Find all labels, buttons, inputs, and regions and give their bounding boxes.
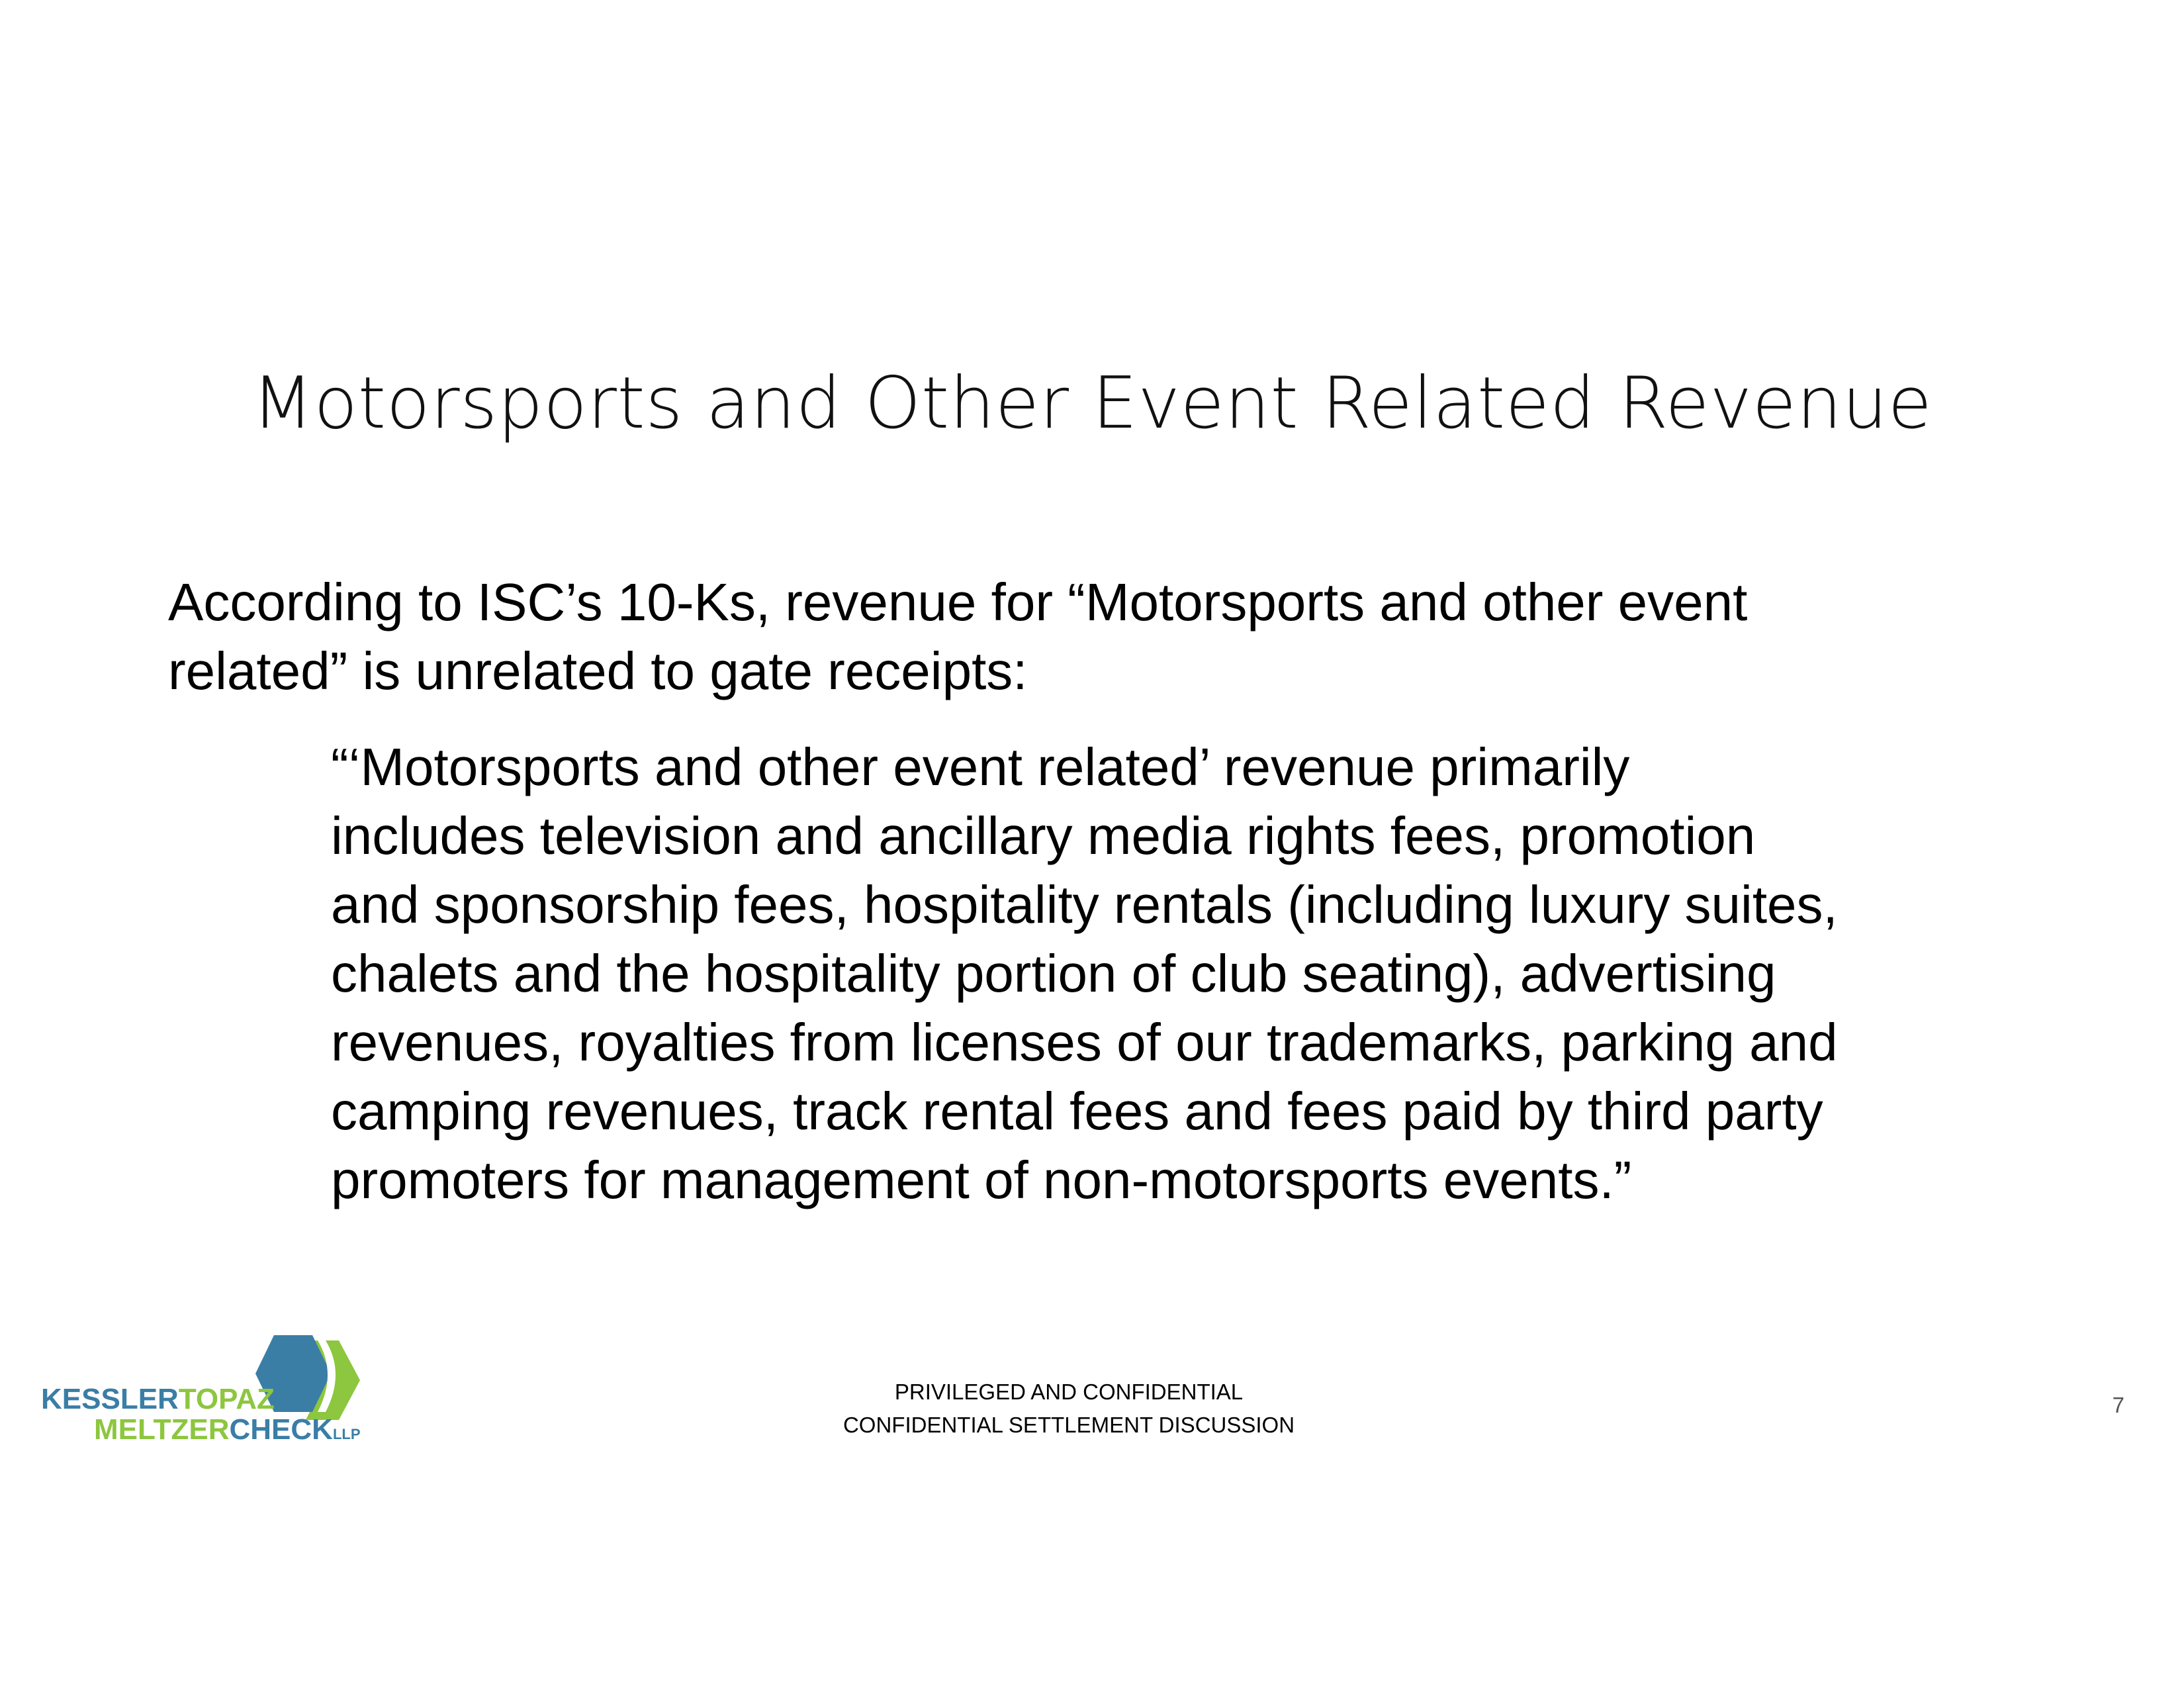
logo-line-1: KESSLERTOPAZ: [41, 1383, 275, 1415]
quote-line: chalets and the hospitality portion of club seating), advertising: [331, 944, 1776, 1003]
confidentiality-footer: [0, 1376, 2138, 1442]
quote-line: camping revenues, track rental fees and fees paid by third party: [331, 1082, 1823, 1141]
block-quote: [331, 733, 2052, 1215]
quote-line: includes television and ancillary media rights fees, promotion: [331, 806, 1756, 865]
slide-title: Motorsports and Other Event Related Revenue: [251, 362, 1933, 445]
quote-line: “‘Motorsports and other event related’ revenue primarily: [331, 737, 1630, 796]
quote-line: revenues, royalties from licenses of our trademarks, parking and: [331, 1013, 1838, 1072]
footer-line-1: PRIVILEGED AND CONFIDENTIAL: [894, 1380, 1244, 1404]
footer-line-2: CONFIDENTIAL SETTLEMENT DISCUSSION: [842, 1413, 1295, 1437]
lead-paragraph: [168, 568, 2054, 706]
lead-line: According to ISC’s 10-Ks, revenue for “Motorsports and other event: [168, 573, 1748, 632]
page-number: 7: [2112, 1393, 2124, 1417]
logo-line-2: MELTZERCHECKLLP: [94, 1413, 361, 1446]
quote-line: promoters for management of non-motorsports events.”: [331, 1150, 1632, 1209]
lead-line: related” is unrelated to gate receipts:: [168, 641, 1028, 700]
quote-line: and sponsorship fees, hospitality rentals (including luxury suites,: [331, 875, 1838, 934]
